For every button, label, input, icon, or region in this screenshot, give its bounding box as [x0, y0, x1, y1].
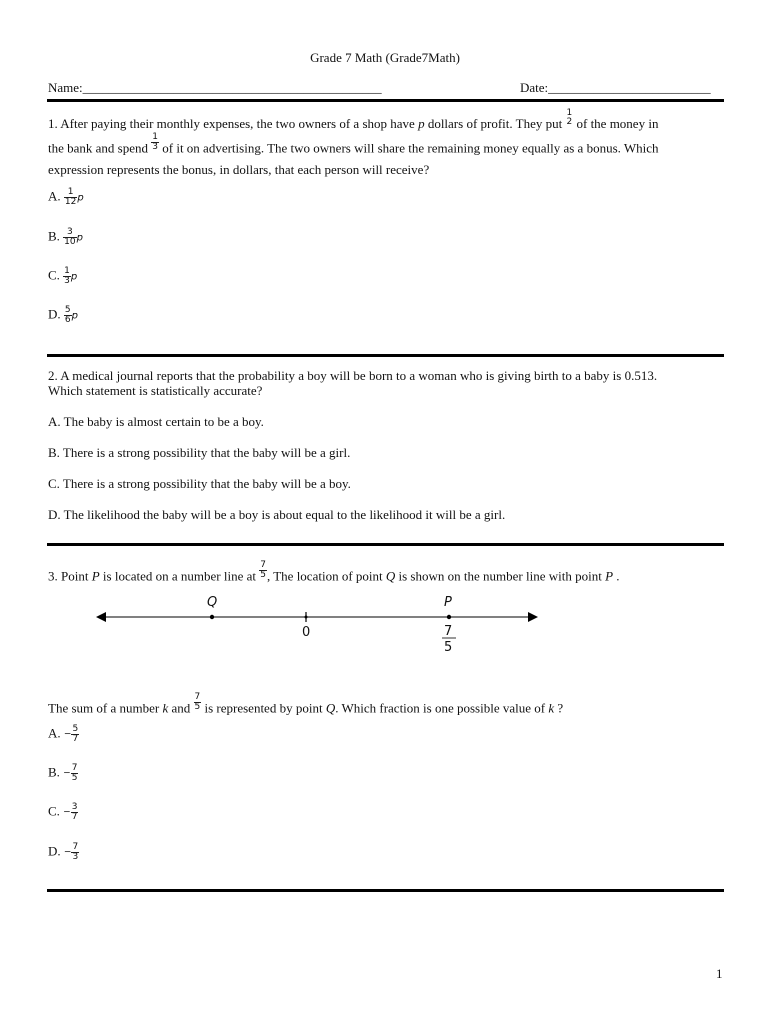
q1-option-d[interactable]: D. $\frac{5}{6}$ p [48, 305, 78, 325]
label-p-numerator: 7 [444, 624, 453, 639]
label-p-denominator: 5 [444, 640, 453, 655]
fraction-seven-fifths: $\frac{7}{5}$ [260, 560, 266, 580]
q3-line-1: 3. Point P is located on a number line at $\frac{7}{5}$ , The location of point Q is shown on the number line with point P . [48, 560, 620, 584]
page-number: 1 [716, 966, 723, 981]
q1-line-2: the bank and spend $\frac{1}{3}$ of it on advertising. The two owners will share the remaining money equally as a bonus. Which [48, 132, 659, 156]
divider [47, 354, 724, 357]
name-field[interactable]: Name:______________________________________________ [48, 80, 382, 95]
fraction-seven-fifths: $\frac{7}{5}$ [194, 692, 201, 712]
label-q: Q [207, 595, 218, 610]
left-arrow-icon [96, 612, 106, 622]
q2-option-d[interactable]: D. The likelihood the baby will be a boy is about equal to the likelihood it will be a girl. [48, 507, 506, 522]
divider [47, 543, 724, 546]
q1-option-b[interactable]: B. $\frac{3}{10}$ p [48, 227, 83, 247]
point-q-dot [210, 615, 214, 619]
divider [47, 99, 724, 102]
number-line [90, 590, 550, 656]
page-title: Grade 7 Math (Grade7Math) [310, 50, 460, 65]
q2-option-a[interactable]: A. The baby is almost certain to be a boy. [48, 414, 264, 429]
label-zero: 0 [302, 625, 311, 640]
q2-line-2: Which statement is statistically accurate? [48, 383, 263, 398]
q1-line-1: 1. After paying their monthly expenses, the two owners of a shop have p dollars of profit. They put 1 2 of the money in [48, 108, 659, 131]
q1-option-a[interactable]: A. $\frac{1}{12}$ p [48, 187, 84, 207]
point-p-dot [447, 615, 451, 619]
right-arrow-icon [528, 612, 538, 622]
q2-line-1: 2. A medical journal reports that the probability a boy will be born to a woman who is giving birth to a baby is 0.513. [48, 368, 658, 383]
fraction-one-half: 1 2 [566, 108, 573, 128]
date-field[interactable]: Date:_________________________ [520, 80, 711, 95]
q3-option-b[interactable]: B. − $\frac{7}{5}$ [48, 763, 78, 783]
label-p: P [444, 595, 452, 610]
q3-option-d[interactable]: D. − $\frac{7}{3}$ [48, 842, 79, 862]
q2-option-c[interactable]: C. There is a strong possibility that the baby will be a boy. [48, 476, 351, 491]
q3-line-2: The sum of a number k and $\frac{7}{5}$ is represented by point Q. Which fraction is one possible value of k ? [48, 692, 564, 716]
divider [47, 889, 724, 892]
q1-option-c[interactable]: C. $\frac{1}{3}$ p [48, 266, 78, 286]
q2-option-b[interactable]: B. There is a strong possibility that the baby will be a girl. [48, 445, 351, 460]
q1-line-3: expression represents the bonus, in dollars, that each person will receive? [48, 162, 430, 177]
q3-option-a[interactable]: A. − $\frac{5}{7}$ [48, 724, 79, 744]
fraction-one-third: $\frac{1}{3}$ [152, 132, 158, 152]
q3-option-c[interactable]: C. − $\frac{3}{7}$ [48, 802, 78, 822]
